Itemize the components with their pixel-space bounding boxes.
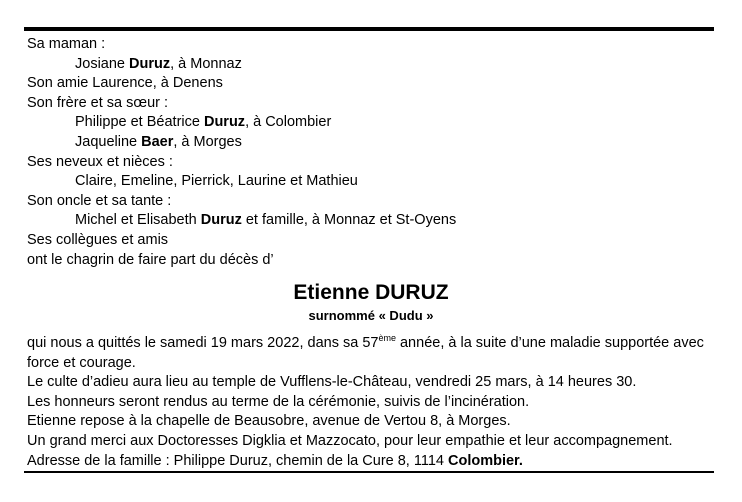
text-segment: Son amie Laurence, à Denens: [27, 75, 223, 92]
text-segment: Son frère et sa sœur :: [27, 94, 169, 111]
text-segment: qui nous a quittés le samedi 19 mars 2022, dans sa 57: [27, 335, 379, 351]
announcement-line: [27, 431, 673, 451]
text-segment: année, à la suite d’une maladie supportée avec: [395, 335, 704, 351]
family-line: [75, 54, 242, 74]
text-segment: Philippe et Béatrice: [75, 114, 204, 131]
bottom-rule: [24, 471, 714, 473]
family-line: [75, 210, 456, 230]
text-segment: Ses neveux et nièces :: [27, 153, 173, 170]
text-segment: ont le chagrin de faire part du décès d’: [27, 251, 274, 268]
text-segment: force et courage.: [27, 354, 136, 371]
text-segment: Un grand merci aux Doctoresses Digklia et Mazzocato, pour leur empathie et leur accompagnement.: [27, 433, 673, 449]
family-line: [75, 132, 242, 152]
text-segment: , à Colombier: [245, 114, 332, 131]
bold-name: Colombier.: [448, 452, 523, 469]
deceased-name: Etienne DURUZ: [293, 281, 449, 304]
family-line: [27, 191, 171, 211]
family-line: [27, 230, 168, 250]
family-line: [27, 250, 274, 270]
family-line: [75, 112, 331, 132]
family-line: [75, 171, 358, 191]
top-rule: [24, 27, 714, 31]
family-line: [27, 152, 173, 172]
announcement-line: [27, 372, 636, 392]
bold-name: Baer: [141, 134, 174, 150]
text-segment: Michel et Elisabeth: [75, 212, 201, 229]
family-line: [27, 93, 168, 113]
announcement-line: [27, 333, 704, 353]
text-segment: , à Morges: [173, 134, 242, 150]
bold-name: Duruz: [200, 212, 242, 229]
text-segment: Les honneurs seront rendus au terme de la cérémonie, suivis de l’incinération.: [27, 393, 530, 410]
text-segment: Adresse de la famille : Philippe Duruz, chemin de la Cure 8, 1114: [27, 452, 448, 469]
superscript: ème: [378, 333, 396, 344]
announcement-line: [27, 353, 136, 373]
text-segment: Claire, Emeline, Pierrick, Laurine et Mathieu: [75, 173, 358, 190]
announcement-line: [27, 451, 523, 471]
text-segment: Son oncle et sa tante :: [27, 192, 172, 209]
deceased-nickname: surnommé « Dudu »: [308, 308, 434, 323]
text-segment: Josiane: [75, 55, 130, 72]
bold-name: Duruz: [203, 114, 246, 131]
text-segment: Le culte d’adieu aura lieu au temple de Vufflens-le-Château, vendredi 25 mars, à 14 heures 30.: [27, 374, 637, 391]
text-segment: et famille, à Monnaz et St-Oyens: [241, 212, 457, 229]
text-segment: , à Monnaz: [170, 55, 242, 72]
bold-name: Duruz: [129, 55, 171, 72]
family-line: [27, 34, 105, 54]
text-segment: Etienne repose à la chapelle de Beausobre, avenue de Vertou 8, à Morges.: [27, 413, 511, 430]
family-line: [27, 73, 223, 93]
announcement-line: [27, 392, 529, 412]
text-segment: Sa maman :: [27, 36, 106, 52]
text-segment: Ses collègues et amis: [27, 232, 169, 248]
announcement-line: [27, 411, 511, 431]
text-segment: Jaqueline: [75, 134, 142, 150]
